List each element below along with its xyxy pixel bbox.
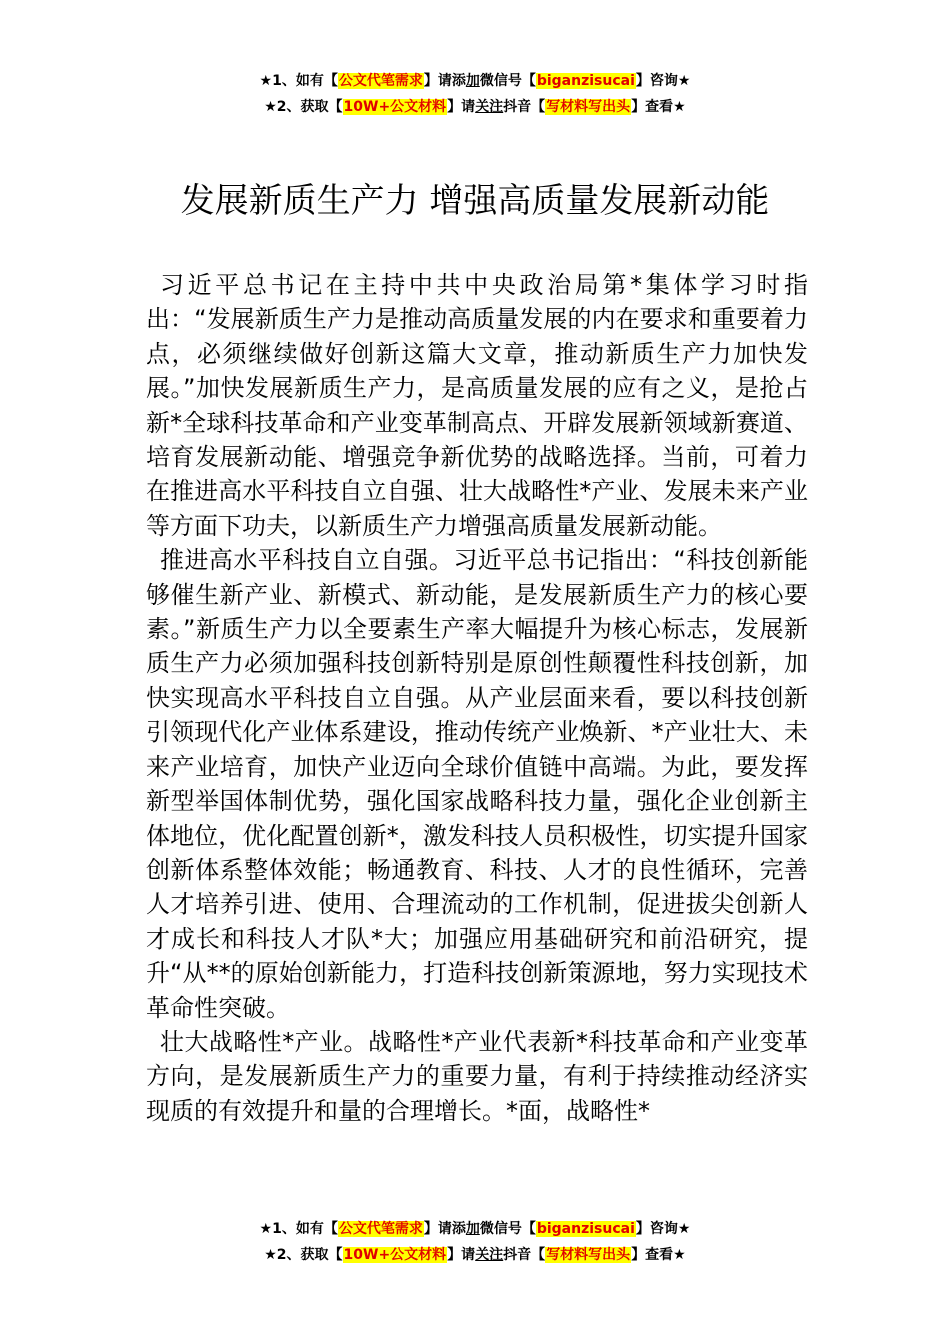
banner-text: 抖音【 bbox=[503, 99, 546, 115]
banner-text: 】查看★ bbox=[631, 99, 686, 115]
document-title: 发展新质生产力 增强高质量发展新动能 bbox=[180, 181, 770, 221]
banner-line-2 bbox=[0, 94, 950, 120]
top-banner bbox=[0, 68, 950, 120]
banner-text: ★2、获取【 bbox=[264, 1247, 343, 1263]
body-paragraph: 习近平总书记在主持中共中央政治局第*集体学习时指出：“发展新质生产力是推动高质量发展的内在要求和重要着力点，必须继续做好创新这篇大文章，推动新质生产力加快发展。”加快发展新质生产力，是高质量发展的应有之义，是抢占新*全球科技革命和产业变革制高点、开辟发展新领域新赛道、培育发展新动能、增强竞争新优势的战略选择。当前，可着力在推进高水平科技自立自强、壮大战略性*产业、发展未来产业等方面下功夫，以新质生产力增强高质量发展新动能。 bbox=[146, 271, 808, 540]
douyin-account: 写材料写出头 bbox=[546, 99, 631, 115]
highlight-text: 公文代笔需求 bbox=[338, 1221, 423, 1237]
highlight-text: 10W+公文材料 bbox=[343, 99, 447, 115]
document-body bbox=[146, 268, 808, 1128]
banner-text: 微信号【 bbox=[479, 73, 536, 89]
banner-line-1 bbox=[0, 68, 950, 94]
body-paragraph: 推进高水平科技自立自强。习近平总书记指出：“科技创新能够催生新产业、新模式、新动能，是发展新质生产力的核心要素。”新质生产力以全要素生产率大幅提升为核心标志，发展新质生产力必须加强科技创新特别是原创性颠覆性科技创新，加快实现高水平科技自立自强。从产业层面来看，要以科技创新引领现代化产业体系建设，推动传统产业焕新、*产业壮大、未来产业培育，加快产业迈向全球价值链中高端。为此，要发挥新型举国体制优势，强化国家战略科技力量，强化企业创新主体地位，优化配置创新*，激发科技人员积极性，切实提升国家创新体系整体效能；畅通教育、科技、人才的良性循环，完善人才培养引进、使用、合理流动的工作机制，促进拔尖创新人才成长和科技人才队*大；加强应用基础研究和前沿研究，提升“从**的原始创新能力，打造科技创新策源地，努力实现技术革命性突破。 bbox=[146, 546, 808, 1022]
bottom-banner bbox=[0, 1216, 950, 1268]
emphasis-text: 加 bbox=[465, 1221, 480, 1237]
banner-text: ★2、获取【 bbox=[264, 99, 343, 115]
banner-line-2 bbox=[0, 1242, 950, 1268]
highlight-text: 公文代笔需求 bbox=[338, 73, 423, 89]
banner-text: 微信号【 bbox=[479, 1221, 536, 1237]
emphasis-text: 关注 bbox=[475, 99, 504, 115]
banner-text: 】请 bbox=[447, 99, 476, 115]
banner-text: 】咨询★ bbox=[635, 73, 691, 89]
wechat-id: biganzisucai bbox=[536, 73, 635, 89]
body-paragraph: 壮大战略性*产业。战略性*产业代表新*科技革命和产业变革方向，是发展新质生产力的重要力量，有利于持续推动经济实现质的有效提升和量的合理增长。*面，战略性* bbox=[146, 1027, 808, 1125]
banner-text: 抖音【 bbox=[503, 1247, 546, 1263]
banner-text: 】请 bbox=[447, 1247, 476, 1263]
wechat-id: biganzisucai bbox=[536, 1221, 635, 1237]
banner-text: ★1、如有【 bbox=[259, 73, 338, 89]
banner-text: 】请添 bbox=[423, 1221, 466, 1237]
emphasis-text: 关注 bbox=[475, 1247, 504, 1263]
emphasis-text: 加 bbox=[465, 73, 480, 89]
highlight-text: 10W+公文材料 bbox=[343, 1247, 447, 1263]
douyin-account: 写材料写出头 bbox=[546, 1247, 631, 1263]
banner-line-1 bbox=[0, 1216, 950, 1242]
banner-text: 】查看★ bbox=[631, 1247, 686, 1263]
banner-text: 】咨询★ bbox=[635, 1221, 691, 1237]
banner-text: 】请添 bbox=[423, 73, 466, 89]
banner-text: ★1、如有【 bbox=[259, 1221, 338, 1237]
